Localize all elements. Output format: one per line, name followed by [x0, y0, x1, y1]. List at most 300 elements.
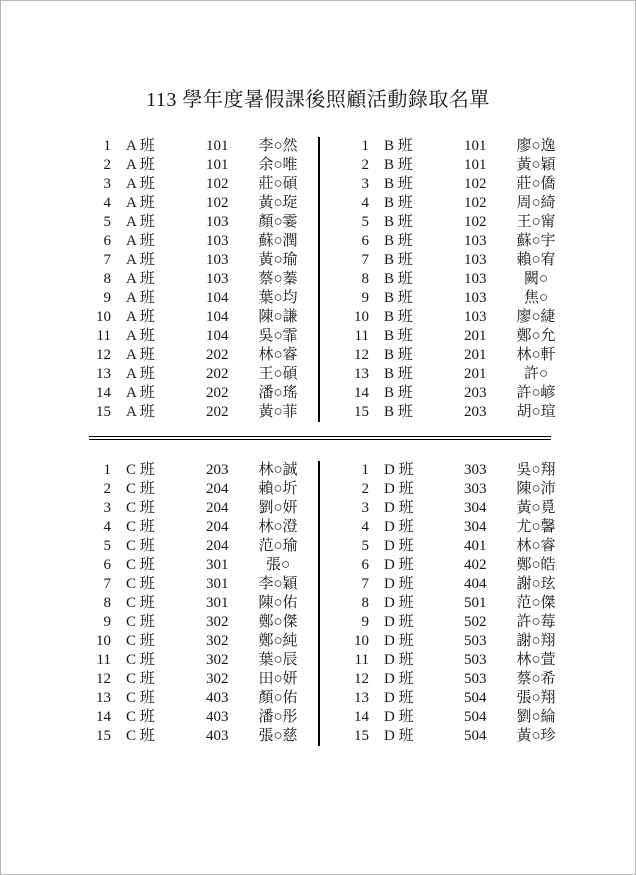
class-label: C 班: [126, 709, 155, 725]
page-title: 113 學年度暑假課後照顧活動錄取名單: [146, 89, 490, 111]
room-number: 204: [206, 538, 229, 554]
student-name: 蘇○潤: [258, 233, 298, 249]
room-number: 103: [464, 252, 487, 268]
row-number: 7: [103, 252, 111, 268]
table-row: [347, 727, 576, 746]
student-name: 賴○圻: [258, 481, 298, 497]
row-number: 3: [103, 176, 111, 192]
room-number: 504: [464, 728, 487, 744]
table-row: [89, 270, 318, 289]
table-row: [347, 537, 576, 556]
room-number: 403: [206, 709, 229, 725]
class-label: A 班: [126, 347, 155, 363]
table-row: [89, 175, 318, 194]
class-label: B 班: [384, 157, 413, 173]
student-name: 余○唯: [258, 157, 298, 173]
class-label: C 班: [126, 481, 155, 497]
student-name: 莊○碩: [258, 176, 298, 192]
row-number: 4: [103, 519, 111, 535]
student-name: 李○穎: [258, 576, 298, 592]
row-number: 15: [354, 728, 369, 744]
table-row: [347, 251, 576, 270]
table-row: [347, 575, 576, 594]
room-number: 302: [206, 671, 229, 687]
table-row: [89, 156, 318, 175]
room-number: 204: [206, 500, 229, 516]
row-number: 1: [361, 138, 369, 154]
student-name: 許○莓: [516, 614, 556, 630]
table-row: [347, 384, 576, 403]
room-number: 104: [206, 328, 229, 344]
table-row: [347, 651, 576, 670]
room-number: 503: [464, 671, 487, 687]
student-name: 賴○宥: [516, 252, 556, 268]
student-name: 謝○玹: [516, 576, 556, 592]
roster-content: [89, 137, 556, 746]
student-name: 闕○: [523, 271, 549, 287]
student-name: 田○妍: [258, 671, 298, 687]
class-label: D 班: [384, 557, 414, 573]
room-number: 503: [464, 652, 487, 668]
room-number: 101: [464, 138, 487, 154]
row-number: 5: [103, 214, 111, 230]
table-row: [89, 137, 318, 156]
student-name: 鄭○傑: [258, 614, 298, 630]
student-name: 陳○佑: [258, 595, 298, 611]
class-label: D 班: [384, 633, 414, 649]
student-name: 焦○: [523, 290, 549, 306]
student-name: 林○睿: [516, 538, 556, 554]
room-number: 103: [206, 214, 229, 230]
class-label: C 班: [126, 633, 155, 649]
class-label: D 班: [384, 538, 414, 554]
row-number: 11: [354, 652, 369, 668]
room-number: 202: [206, 366, 229, 382]
row-number: 14: [96, 385, 111, 401]
class-label: A 班: [126, 404, 155, 420]
table-row: [89, 461, 318, 480]
class-label: D 班: [384, 519, 414, 535]
row-number: 3: [103, 500, 111, 516]
table-row: [347, 708, 576, 727]
class-label: A 班: [126, 195, 155, 211]
student-name: 許○: [523, 366, 549, 382]
table-row: [347, 480, 576, 499]
room-number: 201: [464, 366, 487, 382]
class-label: B 班: [384, 252, 413, 268]
class-label: C 班: [126, 462, 155, 478]
class-label: C 班: [126, 728, 155, 744]
roster-top-section: [89, 137, 556, 422]
class-label: A 班: [126, 176, 155, 192]
student-name: 吳○霏: [258, 328, 298, 344]
class-label: A 班: [126, 157, 155, 173]
row-number: 15: [96, 728, 111, 744]
row-number: 9: [103, 614, 111, 630]
table-row: [89, 575, 318, 594]
table-row: [89, 308, 318, 327]
table-row: [89, 251, 318, 270]
class-label: C 班: [126, 614, 155, 630]
table-row: [347, 594, 576, 613]
row-number: 13: [354, 366, 369, 382]
class-label: D 班: [384, 728, 414, 744]
class-label: D 班: [384, 500, 414, 516]
room-number: 401: [464, 538, 487, 554]
room-number: 504: [464, 690, 487, 706]
row-number: 4: [361, 519, 369, 535]
table-row: [89, 232, 318, 251]
class-label: C 班: [126, 652, 155, 668]
room-number: 501: [464, 595, 487, 611]
class-label: B 班: [384, 290, 413, 306]
table-row: [89, 708, 318, 727]
class-label: C 班: [126, 500, 155, 516]
student-name: 張○慈: [258, 728, 298, 744]
class-label: B 班: [384, 214, 413, 230]
table-class-c: [89, 461, 318, 746]
room-number: 203: [464, 404, 487, 420]
class-label: D 班: [384, 709, 414, 725]
room-number: 403: [206, 728, 229, 744]
table-row: [89, 613, 318, 632]
class-label: B 班: [384, 366, 413, 382]
table-row: [347, 461, 576, 480]
class-label: C 班: [126, 576, 155, 592]
row-number: 14: [354, 385, 369, 401]
student-name: 顏○佑: [258, 690, 298, 706]
student-name: 蔡○蓁: [258, 271, 298, 287]
student-name: 廖○緁: [516, 309, 556, 325]
student-name: 劉○妍: [258, 500, 298, 516]
table-row: [347, 194, 576, 213]
class-label: D 班: [384, 481, 414, 497]
student-name: 周○綺: [516, 195, 556, 211]
row-number: 11: [354, 328, 369, 344]
table-row: [89, 213, 318, 232]
row-number: 15: [354, 404, 369, 420]
student-name: 范○傑: [516, 595, 556, 611]
room-number: 102: [206, 195, 229, 211]
table-row: [347, 689, 576, 708]
table-row: [89, 289, 318, 308]
room-number: 103: [464, 309, 487, 325]
table-row: [89, 556, 318, 575]
table-class-b: [320, 137, 576, 422]
room-number: 303: [464, 481, 487, 497]
class-label: A 班: [126, 366, 155, 382]
row-number: 6: [361, 233, 369, 249]
room-number: 103: [206, 252, 229, 268]
student-name: 吳○翔: [516, 462, 556, 478]
student-name: 張○: [265, 557, 291, 573]
table-row: [89, 403, 318, 422]
room-number: 202: [206, 347, 229, 363]
student-name: 李○然: [258, 138, 298, 154]
student-name: 林○睿: [258, 347, 298, 363]
class-label: B 班: [384, 328, 413, 344]
table-row: [347, 632, 576, 651]
room-number: 302: [206, 614, 229, 630]
row-number: 7: [361, 252, 369, 268]
row-number: 12: [96, 671, 111, 687]
table-row: [347, 213, 576, 232]
class-label: A 班: [126, 328, 155, 344]
student-name: 陳○謙: [258, 309, 298, 325]
student-name: 林○軒: [516, 347, 556, 363]
room-number: 503: [464, 633, 487, 649]
class-label: A 班: [126, 138, 155, 154]
room-number: 502: [464, 614, 487, 630]
row-number: 8: [103, 595, 111, 611]
class-label: B 班: [384, 309, 413, 325]
student-name: 葉○辰: [258, 652, 298, 668]
row-number: 9: [103, 290, 111, 306]
row-number: 9: [361, 290, 369, 306]
table-row: [89, 365, 318, 384]
student-name: 蔡○希: [516, 671, 556, 687]
row-number: 2: [361, 481, 369, 497]
roster-bottom-section: [89, 461, 556, 746]
table-row: [89, 384, 318, 403]
room-number: 301: [206, 595, 229, 611]
class-label: D 班: [384, 671, 414, 687]
student-name: 鄭○允: [516, 328, 556, 344]
table-row: [89, 594, 318, 613]
table-row: [347, 270, 576, 289]
row-number: 10: [354, 633, 369, 649]
student-name: 黃○琁: [258, 195, 298, 211]
room-number: 103: [464, 233, 487, 249]
row-number: 7: [103, 576, 111, 592]
room-number: 201: [464, 347, 487, 363]
row-number: 2: [103, 481, 111, 497]
row-number: 8: [103, 271, 111, 287]
room-number: 203: [464, 385, 487, 401]
student-name: 許○嵃: [516, 385, 556, 401]
student-name: 黃○珍: [516, 728, 556, 744]
row-number: 1: [361, 462, 369, 478]
row-number: 12: [96, 347, 111, 363]
table-row: [347, 156, 576, 175]
table-row: [347, 232, 576, 251]
class-label: C 班: [126, 538, 155, 554]
row-number: 4: [361, 195, 369, 211]
class-label: B 班: [384, 195, 413, 211]
room-number: 101: [464, 157, 487, 173]
class-label: A 班: [126, 385, 155, 401]
row-number: 8: [361, 595, 369, 611]
table-row: [89, 480, 318, 499]
table-row: [89, 537, 318, 556]
row-number: 5: [103, 538, 111, 554]
student-name: 陳○沛: [516, 481, 556, 497]
horizontal-double-divider: [89, 436, 551, 440]
student-name: 范○瑜: [258, 538, 298, 554]
student-name: 林○萱: [516, 652, 556, 668]
class-label: D 班: [384, 595, 414, 611]
class-label: A 班: [126, 271, 155, 287]
row-number: 5: [361, 214, 369, 230]
student-name: 劉○綸: [516, 709, 556, 725]
room-number: 104: [206, 290, 229, 306]
row-number: 12: [354, 671, 369, 687]
class-label: A 班: [126, 252, 155, 268]
row-number: 10: [354, 309, 369, 325]
room-number: 202: [206, 404, 229, 420]
student-name: 王○碩: [258, 366, 298, 382]
room-number: 103: [464, 290, 487, 306]
room-number: 302: [206, 652, 229, 668]
class-label: B 班: [384, 347, 413, 363]
row-number: 7: [361, 576, 369, 592]
class-label: D 班: [384, 462, 414, 478]
row-number: 14: [96, 709, 111, 725]
table-row: [347, 289, 576, 308]
row-number: 6: [361, 557, 369, 573]
table-row: [89, 632, 318, 651]
row-number: 15: [96, 404, 111, 420]
class-label: A 班: [126, 214, 155, 230]
student-name: 鄭○純: [258, 633, 298, 649]
room-number: 202: [206, 385, 229, 401]
student-name: 黃○菲: [258, 404, 298, 420]
class-label: C 班: [126, 595, 155, 611]
student-name: 潘○瑤: [258, 385, 298, 401]
table-row: [347, 499, 576, 518]
room-number: 103: [206, 233, 229, 249]
row-number: 4: [103, 195, 111, 211]
room-number: 103: [464, 271, 487, 287]
row-number: 6: [103, 557, 111, 573]
table-row: [347, 670, 576, 689]
room-number: 302: [206, 633, 229, 649]
table-row: [347, 403, 576, 422]
table-row: [89, 670, 318, 689]
room-number: 204: [206, 481, 229, 497]
table-row: [347, 556, 576, 575]
class-label: A 班: [126, 233, 155, 249]
table-row: [347, 327, 576, 346]
class-label: B 班: [384, 138, 413, 154]
row-number: 10: [96, 633, 111, 649]
row-number: 11: [96, 652, 111, 668]
student-name: 鄭○皓: [516, 557, 556, 573]
room-number: 303: [464, 462, 487, 478]
room-number: 301: [206, 576, 229, 592]
student-name: 林○誠: [258, 462, 298, 478]
class-label: B 班: [384, 385, 413, 401]
room-number: 304: [464, 519, 487, 535]
class-label: B 班: [384, 271, 413, 287]
student-name: 葉○均: [258, 290, 298, 306]
student-name: 顏○霎: [258, 214, 298, 230]
room-number: 102: [206, 176, 229, 192]
student-name: 蘇○宇: [516, 233, 556, 249]
student-name: 潘○彤: [258, 709, 298, 725]
table-class-a: [89, 137, 318, 422]
student-name: 謝○翔: [516, 633, 556, 649]
room-number: 102: [464, 176, 487, 192]
student-name: 黃○瑜: [258, 252, 298, 268]
class-label: B 班: [384, 233, 413, 249]
room-number: 304: [464, 500, 487, 516]
class-label: A 班: [126, 290, 155, 306]
room-number: 204: [206, 519, 229, 535]
room-number: 203: [206, 462, 229, 478]
row-number: 1: [103, 462, 111, 478]
class-label: D 班: [384, 690, 414, 706]
row-number: 10: [96, 309, 111, 325]
table-row: [347, 175, 576, 194]
room-number: 403: [206, 690, 229, 706]
row-number: 11: [96, 328, 111, 344]
class-label: D 班: [384, 614, 414, 630]
table-row: [89, 518, 318, 537]
row-number: 6: [103, 233, 111, 249]
room-number: 101: [206, 157, 229, 173]
student-name: 林○澄: [258, 519, 298, 535]
class-label: D 班: [384, 576, 414, 592]
table-row: [347, 137, 576, 156]
table-row: [89, 327, 318, 346]
row-number: 2: [103, 157, 111, 173]
student-name: 莊○僑: [516, 176, 556, 192]
student-name: 黃○穎: [516, 157, 556, 173]
student-name: 尤○馨: [516, 519, 556, 535]
row-number: 13: [96, 366, 111, 382]
student-name: 黃○覓: [516, 500, 556, 516]
table-row: [347, 365, 576, 384]
row-number: 2: [361, 157, 369, 173]
table-row: [347, 518, 576, 537]
row-number: 14: [354, 709, 369, 725]
student-name: 張○翔: [516, 690, 556, 706]
class-label: C 班: [126, 557, 155, 573]
room-number: 101: [206, 138, 229, 154]
class-label: D 班: [384, 652, 414, 668]
table-row: [89, 346, 318, 365]
row-number: 5: [361, 538, 369, 554]
class-label: C 班: [126, 690, 155, 706]
room-number: 102: [464, 195, 487, 211]
class-label: A 班: [126, 309, 155, 325]
class-label: C 班: [126, 519, 155, 535]
table-row: [347, 308, 576, 327]
table-row: [89, 727, 318, 746]
row-number: 9: [361, 614, 369, 630]
table-row: [89, 651, 318, 670]
room-number: 201: [464, 328, 487, 344]
table-row: [347, 346, 576, 365]
table-row: [347, 613, 576, 632]
room-number: 301: [206, 557, 229, 573]
table-row: [89, 689, 318, 708]
row-number: 13: [96, 690, 111, 706]
table-class-d: [320, 461, 576, 746]
row-number: 12: [354, 347, 369, 363]
room-number: 103: [206, 271, 229, 287]
row-number: 1: [103, 138, 111, 154]
room-number: 504: [464, 709, 487, 725]
student-name: 廖○逸: [516, 138, 556, 154]
student-name: 胡○瑄: [516, 404, 556, 420]
row-number: 8: [361, 271, 369, 287]
class-label: B 班: [384, 404, 413, 420]
student-name: 王○甯: [516, 214, 556, 230]
table-row: [89, 194, 318, 213]
room-number: 102: [464, 214, 487, 230]
